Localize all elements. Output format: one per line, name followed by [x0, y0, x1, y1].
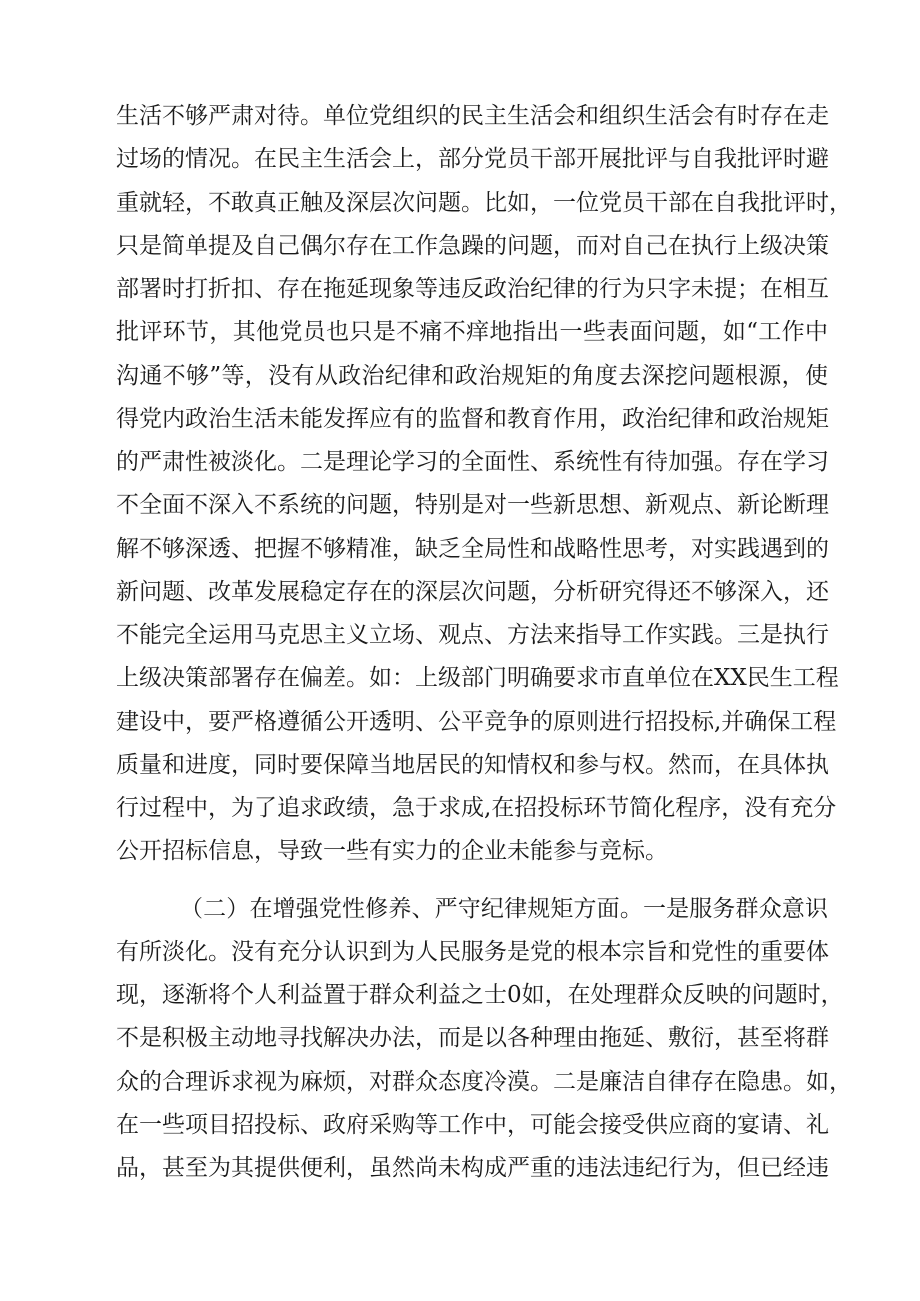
body-line-12: 新问题、改革发展稳定存在的深层次问题，分析研究得还不够深入，还: [116, 579, 829, 605]
body-line-2: 过场的情况。在民主生活会上，部分党员干部开展批评与自我批评时避: [116, 146, 829, 172]
body-line-23: 众的合理诉求视为麻烦，对群众态度冷漠。二是廉洁自律存在隐患。如，: [116, 1069, 852, 1095]
body-line-22: 不是积极主动地寻找解决办法，而是以各种理由拖延、敷衍，甚至将群: [116, 1025, 829, 1051]
body-line-20: 有所淡化。没有充分认识到为人民服务是党的根本宗旨和党性的重要体: [116, 939, 829, 965]
body-line-15: 建设中，要严格遵循公开透明、公平竞争的原则进行招投标,并确保工程: [116, 709, 837, 735]
body-line-14: 上级决策部署存在偏差。如：上级部门明确要求市直单位在XX民生工程: [116, 665, 839, 691]
body-line-13: 不能完全运用马克思主义立场、观点、方法来指导工作实践。三是执行: [116, 622, 829, 648]
body-line-10: 不全面不深入不系统的问题，特别是对一些新思想、新观点、新论断理: [116, 492, 829, 518]
body-line-5: 部署时打折扣、存在拖延现象等违反政治纪律的行为只字未提；在相互: [116, 276, 829, 302]
body-line-1: 生活不够严肃对待。单位党组织的民主生活会和组织生活会有时存在走: [116, 103, 829, 129]
body-line-25: 品，甚至为其提供便利，虽然尚未构成严重的违法违纪行为，但已经违: [116, 1155, 829, 1181]
body-line-11: 解不够深透、把握不够精准，缺乏全局性和战略性思考，对实践遇到的: [116, 536, 829, 562]
body-line-8: 得党内政治生活未能发挥应有的监督和教育作用，政治纪律和政治规矩: [116, 406, 829, 432]
body-line-18: 公开招标信息，导致一些有实力的企业未能参与竞标。: [116, 838, 668, 864]
body-line-21: 现，逐渐将个人利益置于群众利益之士0如，在处理群众反映的问题时，: [116, 982, 844, 1008]
body-line-17: 行过程中，为了追求政绩，急于求成,在招投标环节简化程序，没有充分: [116, 795, 837, 821]
body-line-9: 的严肃性被淡化。二是理论学习的全面性、系统性有待加强。存在学习: [116, 449, 829, 475]
body-line-24: 在一些项目招投标、政府采购等工作中，可能会接受供应商的宴请、礼: [116, 1112, 829, 1138]
body-line-3: 重就轻，不敢真正触及深层次问题。比如，一位党员干部在自我批评时，: [116, 190, 852, 216]
body-line-7: 沟通不够”等，没有从政治纪律和政治规矩的角度去深挖问题根源，使: [116, 363, 828, 389]
body-line-4: 只是简单提及自己偶尔存在工作急躁的问题，而对自己在执行上级决策: [116, 233, 829, 259]
section-heading-line: （二）在增强党性修养、严守纪律规矩方面。一是服务群众意识: [180, 896, 828, 922]
body-line-16: 质量和进度，同时要保障当地居民的知情权和参与权。然而，在具体执: [116, 752, 829, 778]
body-line-6: 批评环节，其他党员也只是不痛不痒地指出一些表面问题，如“工作中: [116, 319, 828, 345]
